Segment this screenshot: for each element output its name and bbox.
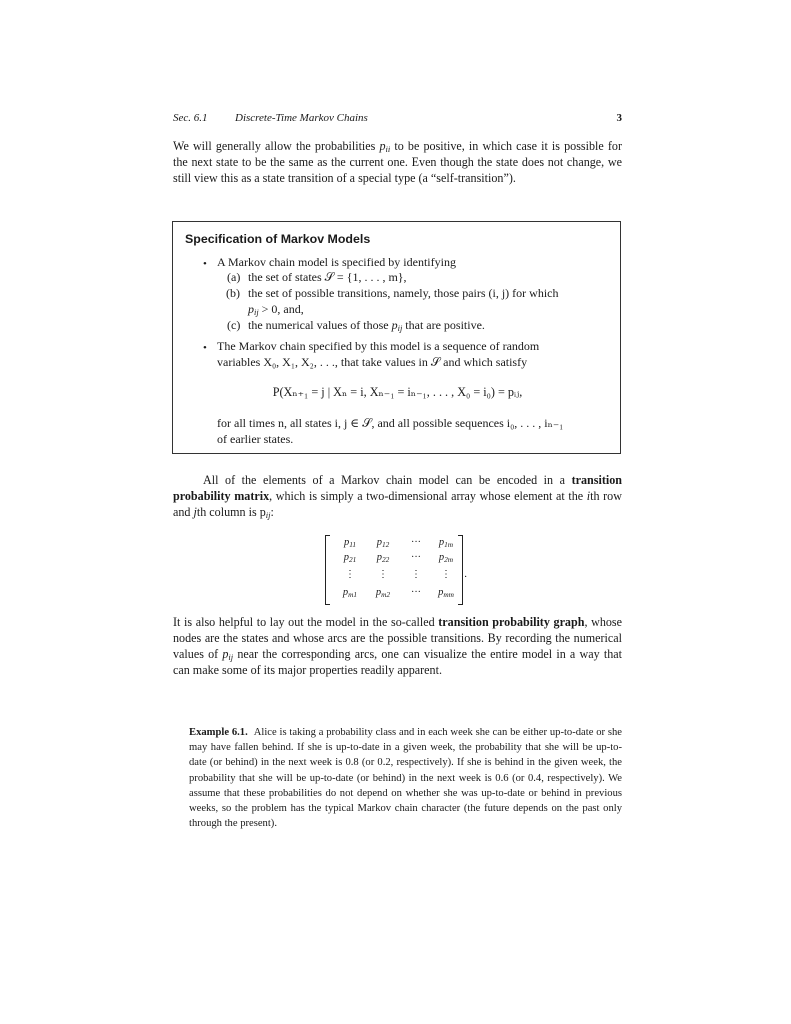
graph-paragraph	[173, 614, 622, 678]
box-title: Specification of Markov Models	[185, 232, 371, 246]
item-b-rest: > 0, and,	[258, 302, 304, 316]
item-c-label: (c)	[227, 318, 241, 332]
item-c-text	[248, 318, 485, 333]
matrix-text-5: :	[270, 505, 274, 519]
matrix-cell: ⋮	[441, 569, 451, 580]
bullet-icon: •	[203, 258, 207, 270]
bullet2-line2: variables X₀, X₁, X₂, . . ., that take values in 𝒮 and which satisfy	[217, 355, 528, 369]
matrix-cell: $p_{21}$	[343, 552, 357, 564]
graph-text-1: It is also helpful to lay out the model in the so-called	[173, 615, 439, 629]
bullet-icon: •	[203, 342, 207, 354]
symbol-p: p	[379, 139, 386, 153]
page-number: 3	[616, 112, 622, 124]
item-b-text: the set of possible transitions, namely, those pairs (i, j) for which	[248, 286, 559, 300]
after-eq-line1: for all times n, all states i, j ∈ 𝒮, and all possible sequences i₀, . . . , iₙ₋₁	[217, 416, 564, 430]
matrix-text-3: th row and	[173, 489, 622, 519]
matrix-text-2: , which is simply a two-dimensional array whose element at the	[269, 489, 587, 503]
item-b-label: (b)	[226, 286, 240, 300]
matrix-left-bracket	[325, 535, 330, 605]
term-transition-matrix: transition probability matrix	[173, 473, 622, 503]
matrix-cell: $p_{m1}$	[342, 587, 358, 599]
matrix-cell: ⋮	[411, 569, 421, 580]
intro-text-1: We will generally allow the probabilities	[173, 139, 380, 153]
item-b-p: p	[248, 302, 254, 316]
item-a-text: the set of states 𝒮 = {1, . . . , m},	[248, 270, 407, 284]
graph-text-3: near the corresponding arcs, one can visualize the entire model in a way that can make some of its major properties readily apparent.	[173, 647, 622, 677]
intro-text-2: to be positive, in which case it is possible for the next state to be the same as the current one. Even though the state does not change, we still view this as a state transition of a special type (a “self-transition”).	[173, 139, 622, 185]
example-label: Example 6.1.	[189, 727, 248, 738]
matrix-cell: $p_{22}$	[376, 552, 390, 564]
matrix-cell: ⋮	[378, 569, 388, 580]
intro-paragraph	[173, 138, 622, 186]
section-number: Sec. 6.1	[173, 112, 208, 124]
symbol-p: p	[222, 647, 229, 661]
item-c-part2: that are positive.	[402, 318, 485, 332]
graph-text-2: , whose nodes are the states and whose arcs are the possible transitions. By recording the numerical values of	[173, 615, 622, 661]
transition-matrix	[325, 535, 467, 603]
matrix-text-4: th column is p	[196, 505, 266, 519]
item-b-cont	[248, 302, 304, 317]
term-transition-graph: transition probability graph	[438, 615, 585, 629]
section-title: Discrete-Time Markov Chains	[235, 112, 368, 124]
symbol-j: j	[193, 505, 197, 519]
item-c-sub: ij	[397, 324, 403, 334]
matrix-cell: $p_{mm}$	[438, 587, 454, 599]
item-c-p: p	[391, 318, 398, 332]
bullet2-line1: The Markov chain specified by this model is a sequence of random	[217, 339, 540, 353]
example-text: Alice is taking a probability class and in each week she can be either up-to-date or she may have fallen behind. If she is up-to-date in a given week, the probability that she will be up-to-date (or behind) in the next week is 0.8 (or 0.2, respectively). If she is behind in the given week, the probability that she will be up-to-date (or behind) in the next week is 0.6 (or 0.4, respectively). We assume that these probabilities do not depend on whether she was up-to-date or behind in previous weeks, so the problem has the typical Markov chain character (the future depends on the past only through the present).	[189, 727, 622, 830]
item-b-sub: ij	[254, 308, 259, 318]
example-6-1	[189, 725, 622, 831]
after-eq-line2: of earlier states.	[217, 432, 294, 446]
item-a-label: (a)	[227, 270, 241, 284]
matrix-paragraph	[173, 472, 622, 520]
matrix-cell: ···	[411, 587, 421, 598]
matrix-cell: $p_{m2}$	[375, 587, 391, 599]
matrix-text-1: All of the elements of a Markov chain model can be encoded in a	[203, 473, 572, 487]
matrix-cell: $p_{2m}$	[438, 552, 454, 564]
matrix-cell: $p_{11}$	[343, 537, 357, 549]
matrix-cell: ⋮	[345, 569, 355, 580]
matrix-cell: ···	[411, 552, 421, 563]
item-c-part1: the numerical values of those	[248, 318, 392, 332]
bullet1-intro: A Markov chain model is specified by identifying	[217, 255, 456, 269]
markov-property-equation: P(Xₙ₊₁ = j | Xₙ = i, Xₙ₋₁ = iₙ₋₁, . . . , X₀ = i₀) = pᵢⱼ,	[272, 385, 523, 399]
symbol-sub-ij: ij	[228, 652, 234, 663]
symbol-sub: ii	[385, 144, 391, 155]
matrix-cell: $p_{1m}$	[438, 537, 454, 549]
matrix-period: .	[464, 568, 467, 580]
running-header	[173, 111, 622, 125]
matrix-cell: $p_{12}$	[376, 537, 390, 549]
symbol-i: i	[586, 489, 591, 503]
symbol-sub-ij: ij	[265, 510, 271, 521]
matrix-cell: ···	[411, 537, 421, 548]
specification-box	[172, 221, 621, 454]
